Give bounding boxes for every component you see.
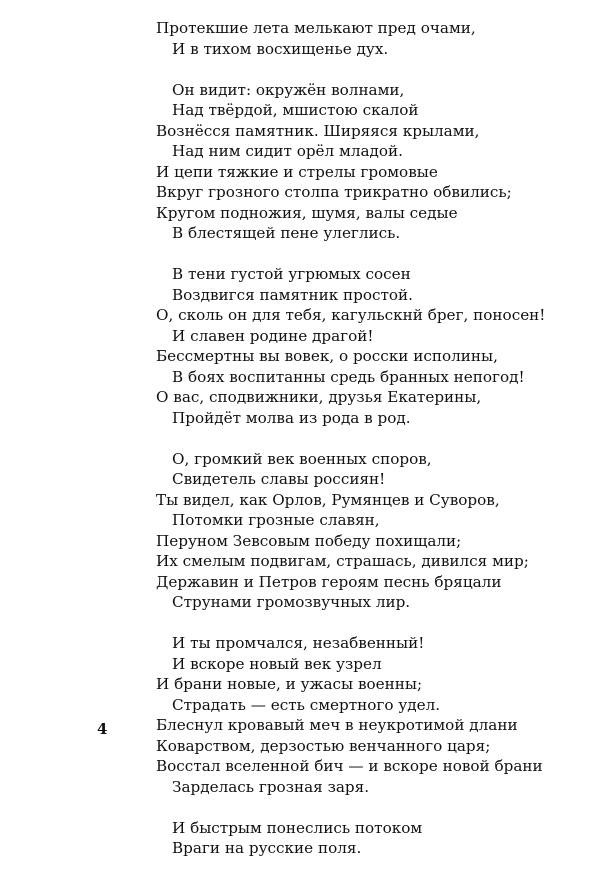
poem-line: Пройдёт молва из рода в род. [172, 408, 411, 427]
poem-line: Над твёрдой, мшистою скалой [172, 101, 419, 119]
poem-line: Бессмертны вы вовек, о росски исполины, [156, 347, 498, 365]
poem-line: И вскоре новый век узрел [172, 654, 382, 673]
poem-line: О вас, сподвижники, друзья Екатерины, [156, 388, 482, 406]
poem-line: О, громкий век военных споров, [172, 449, 432, 468]
poem-line: И быстрым понеслись потоком [172, 818, 423, 837]
poem-line: Вознёсся памятник. Ширяяся крылами, [156, 121, 480, 140]
poem-line: Враги на русские поля. [172, 839, 362, 857]
stanza [156, 80, 576, 244]
poem-line: Их смелым подвигам, страшась, дивился мир; [156, 552, 529, 570]
poem-line: Струнами громозвучных лир. [172, 593, 411, 611]
poem-line: И цепи тяжкие и стрелы громовые [156, 162, 438, 181]
poem-line: Страдать — есть смертного удел. [172, 695, 441, 714]
poem-line: Протекшие лета мелькают пред очами, [156, 19, 476, 37]
stanza [156, 264, 576, 428]
poem-line: Ты видел, как Орлов, Румянцев и Суворов, [156, 490, 500, 509]
poem-line: В боях воспитанны средь бранных непогод! [172, 367, 525, 386]
stanza [156, 449, 576, 613]
page-number: 4 [97, 720, 108, 738]
poem-line: И брани новые, и ужасы военны; [156, 675, 423, 693]
poem-line: Державин и Петров героям песнь бряцали [156, 572, 502, 591]
poem-line: И ты промчался, незабвенный! [172, 634, 425, 652]
poem-line: Потомки грозные славян, [172, 511, 380, 529]
poem-line: Зарделась грозная заря. [172, 777, 370, 796]
poem-line: Над ним сидит орёл младой. [172, 142, 403, 160]
poem-line: И славен родине драгой! [172, 326, 374, 345]
poem-line: Он видит: окружён волнами, [172, 80, 405, 99]
poem-line: В блестящей пене улеглись. [172, 224, 401, 242]
poem-line: Восстал вселенной бич — и вскоре новой брани [156, 757, 543, 775]
poem-line: Кругом подножия, шумя, валы седые [156, 203, 458, 222]
poem-line: Свидетель славы россиян! [172, 470, 386, 488]
poem-line: Блеснул кровавый меч в неукротимой длани [156, 716, 518, 734]
poem-line: Перуном Зевсовым победу похищали; [156, 531, 462, 550]
poem-line: Воздвигся памятник простой. [172, 285, 414, 304]
poem-line: В тени густой угрюмых сосен [172, 265, 411, 283]
poem-line: Коварством, дерзостью венчанного царя; [156, 736, 491, 755]
poem-line: И в тихом восхищенье дух. [172, 39, 389, 58]
stanza [156, 18, 576, 59]
stanza [156, 633, 576, 797]
stanza [156, 818, 576, 859]
poem-line: Вкруг грозного столпа трикратно обвились; [156, 183, 512, 201]
poem-line: О, сколь он для тебя, кагульскнй брег, поносен! [156, 306, 546, 324]
